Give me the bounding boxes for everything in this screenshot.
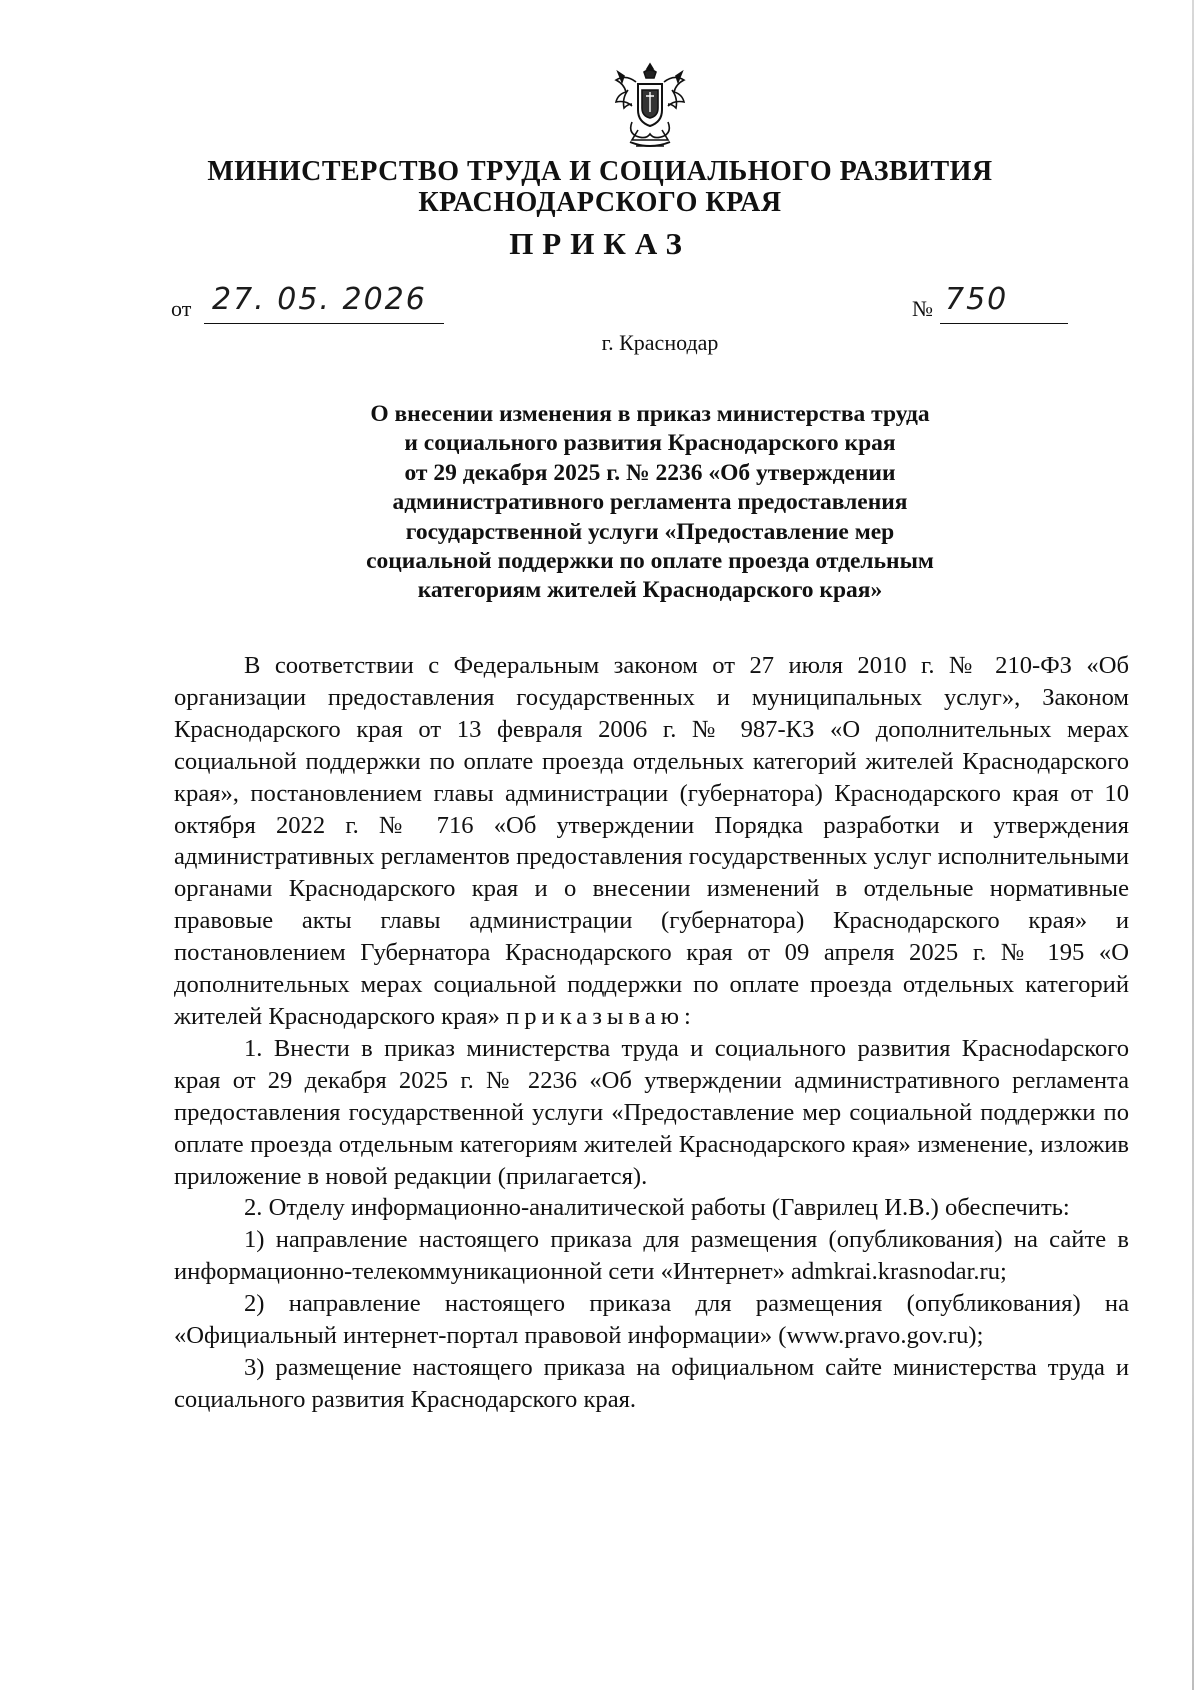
city-name: г. Краснодар [601,330,719,355]
ministry-name [0,156,1200,218]
date-underline [204,323,444,324]
date-label: от [171,296,192,321]
subject-line: административного регламента предоставления [392,489,908,516]
number-label: № [912,296,933,321]
subject-line: социальной поддержки по оплате проезда отдельным [366,548,934,575]
coat-of-arms-icon [608,60,692,152]
ministry-line-1: МИНИСТЕРСТВО ТРУДА И СОЦИАЛЬНОГО РАЗВИТИЯ [207,156,993,187]
item-2-3-paragraph: 3) размещение настоящего приказа на официальном сайте министерства труда и социального развития Краснодарского края. [174,1353,1129,1413]
item-2-paragraph: 2. Отделу информационно-аналитической работы (Гаврилец И.В.) обеспечить: [244,1194,1070,1222]
item-2-1-paragraph: 1) направление настоящего приказа для размещения (опубликования) на сайте в информационно-телекоммуникационной сети «Интернет» admkrai.krasnodar.ru; [174,1226,1129,1286]
subject-line: О внесении изменения в приказ министерства труда [370,401,930,427]
order-body [174,650,1129,1416]
order-date: 27. 05. 2026 [212,282,427,317]
subject-line: категориям жителей Краснодарского края» [417,577,883,604]
item-2-2-paragraph: 2) направление настоящего приказа для размещения (опубликования) на «Официальный интернет-портал правовой информации» (www.pravo.gov.ru); [174,1290,1129,1350]
subject-line: государственной услуги «Предоставление мер [405,518,895,545]
number-underline [940,323,1068,324]
order-word: приказываю: [506,1002,696,1030]
order-subject [200,400,1100,606]
document-type: ПРИКАЗ [509,226,691,261]
preamble-paragraph [174,650,1129,1033]
subject-line: и социального развития Краснодарского края [404,430,896,457]
subject-line: от 29 декабря 2025 г. № 2236 «Об утверждении [404,459,896,486]
item-1-paragraph: 1. Внести в приказ министерства труда и социального развития Красноdарского края от 29 декабря 2025 г. № 2236 «Об утверждении административного регламента предоставления государственной услуги «Предоставление мер социальной поддержки по оплате проезда отдельным категориям жителей Краснодарского края» изменение, изложив приложение в новой редакции (прилагается). [174,1034,1129,1190]
ministry-line-2: КРАСНОДАРСКОГО КРАЯ [418,187,782,218]
preamble-text: В соответствии с Федеральным законом от 27 июля 2010 г. № 210-ФЗ «Об организации предоставления государственных и муниципальных услуг», Законом Краснодарского края от 13 февраля 2006 г. № 987-КЗ «О дополнительных мерах социальной поддержки по оплате проезда отдельных категорий жителей Краснодарского края», постановлением главы администрации (губернатора) Краснодарского края от 10 октября 2022 г. № 716 «Об утверждении Порядка разработки и утверждения административных регламентов предоставления государственных услуг исполнительными органами Краснодарского края и о внесении изменений в отдельные нормативные правовые акты главы администрации (губернатора) Краснодарского края» и постановлением Губернатора Краснодарского края от 09 апреля 2025 г. № 195 «О дополнительных мерах социальной поддержки по оплате проезда отдельных категорий жителей Краснодарского края» [174,652,1129,1030]
order-number: 750 [945,282,1009,317]
